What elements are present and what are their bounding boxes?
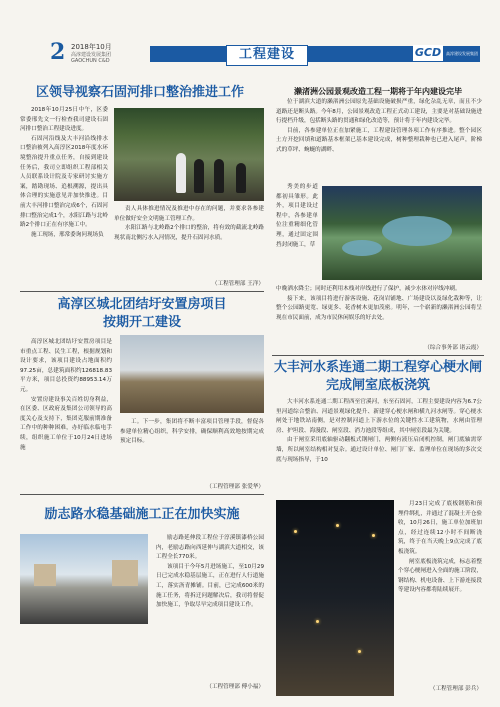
lake-shape — [342, 240, 382, 256]
headline-line: 高淳区城北团结圩安置房项目 — [57, 297, 227, 312]
article-headline: 濑渚洲公园景观改造工程一期将于年内建设完毕 — [294, 87, 462, 96]
page-number: 2 — [50, 39, 66, 65]
paragraph: 高淳区城北团结圩安置房项目是市重点工程、民生工程，根据规划和设计要求，该项目建设占地面积约97.25亩，总建筑面积约126818.83平方米，项目总投资约88953.14万元。 — [20, 339, 112, 393]
headline-line: 按期开工建设 — [102, 315, 181, 330]
paragraph: 石固河沿线及大丰河沿线排水口整治被列入高淳区2018年度水环境整治提升重点任务，自接到建设任务后，我司立即组织工程部相关人员联系设计院及专家研讨实施方案，踏勘现场、追根溯源，提出具体合理的实施意见并加快推进。目前大丰河排口整治完成6个，石固河排口整治完成1个，水阳江路与北岭路2个排口正在有序施工中。 — [20, 135, 108, 229]
site-light — [358, 650, 361, 653]
paragraph: 由于闸室采用底轴驱动翻板式钢闸门，两侧有液压启闭机控制，闸门底轴需穿墙，所以闸室结构相对复杂。通过设计单位、闸门厂家、监理单位在现场的多次交底与现场指导，于10 — [276, 437, 482, 463]
paragraph: 励志路延伸段工程位于淳溪镇漆桥公园内，老励志路向西延伸与湖滨大道相交，该工程全长770米。 — [156, 535, 264, 561]
inspection-photo — [114, 108, 264, 201]
article-body — [276, 398, 482, 465]
section-title: 工程建设 — [226, 45, 308, 66]
divider — [20, 291, 264, 292]
paragraph: 秀美的步道都初具雏形。此外，项目建设过程中，各参建单位注重精细化管理，通过固定围挡封闭施工，草 — [276, 184, 318, 248]
site-light — [294, 530, 297, 533]
building-shape — [112, 560, 138, 586]
person-figure — [176, 153, 186, 193]
article-body — [20, 338, 112, 453]
page-header — [0, 0, 500, 72]
paragraph: 位于湖滨大道的濑渚洲公园原先基础设施破损严重，绿化杂乱无章，而且不少道路还是断头路。今年8月，公园景观改造工程正式动工建设，主要是对基础设施进行提档升级，包括断头路的贯通和绿化改造等，预计将于年内建设完毕。 — [276, 99, 482, 125]
paragraph: 安置房建设事关百姓切身利益，在区委、区政府及集团公司领导的高度关心及支持下，集团克服前期准备工作中的种种困难，办好临水临电手续，组织施工单位于10月24日进场施 — [20, 396, 112, 451]
gcd-logo: GCD — [414, 46, 442, 59]
paragraph: 闸室底板浇筑完成，标志着整个穿心梗闸进入全面的施工阶段，钢结构、机电设备、上下游连接段等建设内容都将陆续展开。 — [398, 558, 482, 594]
person-figure — [236, 163, 246, 193]
paragraph: 责人具体推进情况及推进中存在的问题，并要求各参建单位做好安全文明施工管理工作。 — [114, 206, 264, 222]
divider — [272, 355, 484, 356]
paragraph: 该项目于今年5月进场施工，至10月29日已完成水稳基层施工，正在进行人行道施工，落实沥青摊铺。目前，已完成600米的施工任务，将拆迁问题解决后，我司将督促加快施工，争取尽早完成项目建设工作。 — [156, 563, 264, 609]
article-headline: 区领导视察石固河排口整治推进工作 — [35, 85, 244, 100]
article-credit: （综合事务部 诸云霞） — [424, 345, 482, 351]
publisher-cn: 高淳建设发展集团 — [71, 52, 112, 58]
headline-line: 大丰河水系连通二期工程穿心梗水闸 — [273, 360, 482, 375]
article-headline: 励志路水稳基础施工正在加快实施 — [44, 507, 240, 522]
article-headline — [272, 359, 484, 395]
road-photo — [20, 534, 148, 624]
park-rendering-photo — [322, 186, 482, 280]
paragraph: 水阳江路与北岭路2个排口的整治，将有效的截流北岭路现状南北侧污水入河情况，提升石固河水质。 — [114, 225, 264, 241]
paragraph: 施工现场，邢常委询问现场负 — [31, 231, 104, 238]
logo-subtitle: 高淳建设发展集团 — [446, 51, 478, 56]
paragraph: 月23日完成了底板钢筋和预埋件绑扎，并通过了混凝土开仓验收，10月26日，施工单位加班加点，经过连续12小时不间断浇筑，终于在当天晚上9点完成了底板浇筑。 — [398, 501, 482, 555]
publisher-name — [71, 52, 131, 64]
article-credit: （工程管理部 彭兵） — [429, 686, 482, 692]
divider — [20, 494, 264, 495]
building-shape — [34, 564, 56, 586]
site-light — [372, 534, 375, 537]
construction-site-photo — [120, 335, 264, 413]
paragraph: 中晚洒水降尘；同时还利用木栈对岸线进行了保护，减少水体对岸线冲刷。 — [276, 286, 461, 292]
article-body — [156, 534, 264, 611]
night-construction-photo — [276, 500, 394, 696]
site-light — [336, 524, 339, 527]
paragraph: 接下来，该项目将进行游客设施、花岗岩铺地、广场建设以及绿化栽种等，让整个公园路更宽、绿更多、花香树木更加茂密。明年，一个崭新的濑渚洲公园将呈现在市民面前，成为市民休闲娱乐的好去处。 — [276, 295, 482, 321]
publisher-en: GAOCHUN C&D — [71, 58, 110, 64]
site-light — [316, 620, 319, 623]
article-body — [20, 106, 108, 240]
issue-date: 2018年10月 — [71, 43, 112, 51]
article-body — [114, 205, 264, 243]
person-figure — [194, 159, 204, 193]
article-body — [276, 98, 482, 156]
paragraph: 大丰河水系连通二期工程西至官溪河，东至石固河，工程主要建设内容为6.7公里河道综合整治、河道景观绿化提升、新建穿心梗水闸和横九河水闸等。穿心梗水闸处于地铁站南侧，是对控制河道上下游水位的关键性水工建筑物，水闸由管理房、护坦段、海漫段、闸室段、消力池段等组成，其中闸室段最为关键。 — [276, 399, 482, 434]
article-credit: （工程管理部 王洋） — [211, 281, 264, 287]
lake-shape — [382, 216, 452, 246]
article-credit: （工程管理部 傅小福） — [206, 684, 264, 690]
article-body — [120, 418, 264, 447]
paragraph: 工。下一步，集团将不断丰富项目管理手段，督促各参建单位精心组织，科学安排，确保顺利高效地按期完成预定目标。 — [120, 419, 264, 445]
article-body — [276, 285, 482, 323]
article-credit: （工程管理部 张爱华） — [206, 484, 264, 490]
paragraph: 目前，各参建单位正在加紧施工，工程建设管理各项工作有序推进。整个园区土方开挖回填和道路基本框架已基本建设完成，树种整理栽种也已进入尾声，阶梯式的草坪、蜿蜒的湖畔、 — [276, 127, 482, 153]
headline-line: 完成闸室底板浇筑 — [325, 378, 430, 393]
article-body — [398, 500, 482, 596]
article-body — [276, 183, 318, 250]
paragraph: 2018年10月25日中午，区委常委邢先文一行检查我司建设石固河排口整治工程建设进度。 — [20, 107, 108, 133]
article-headline — [20, 296, 264, 332]
person-figure — [214, 159, 224, 193]
